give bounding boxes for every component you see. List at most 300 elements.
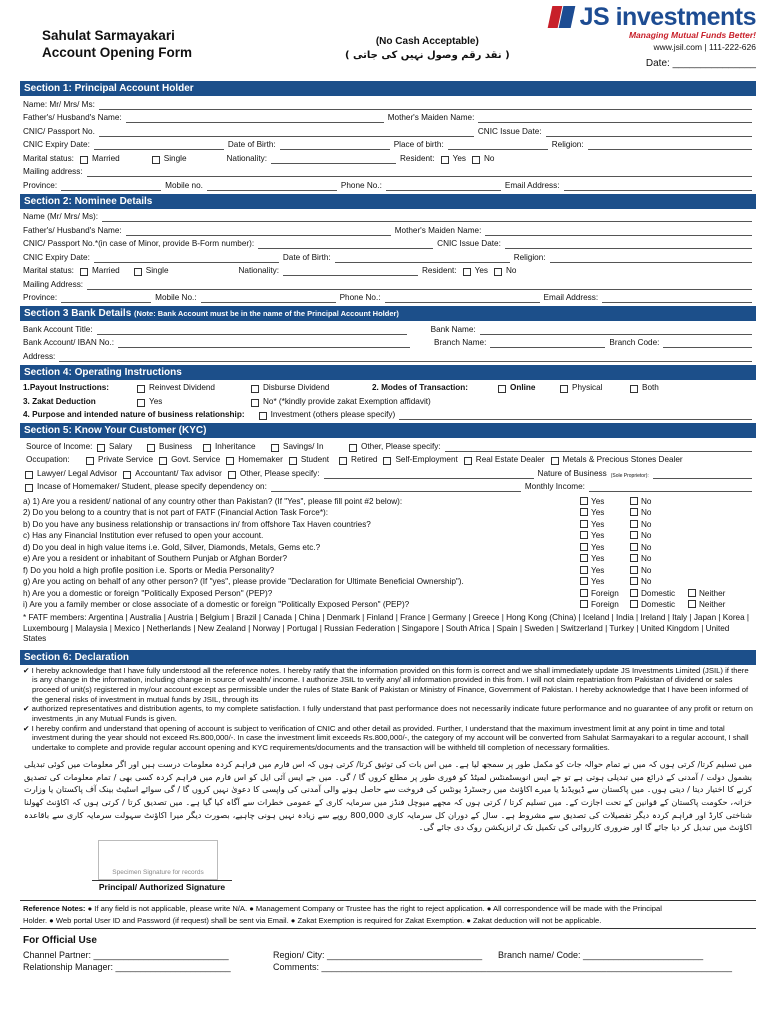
kyc-answer-option: [628, 577, 686, 587]
s3-address-field[interactable]: [59, 353, 752, 362]
s1-father-field[interactable]: [126, 114, 384, 123]
s1-resident-label: Resident:: [400, 153, 435, 163]
brand-name: JS investments: [579, 3, 756, 31]
s1-province-field[interactable]: [61, 182, 161, 191]
kyc-answer-option: [686, 589, 756, 599]
s4-online-label: Online: [510, 383, 536, 393]
kyc-answer-checkbox[interactable]: [630, 566, 638, 574]
s1-province-label: Province:: [23, 180, 58, 190]
reference-notes: [20, 900, 756, 929]
declaration-urdu: میں تسلیم کرتا/ کرتی ہوں کہ میں نے تمام حوالہ جات کو مکمل طور پر سمجھ لیا ہے۔ میں اس بات کی توثیق کرتا/ کرتی ہوں کہ اس فارم میں فراہم کردہ معلومات درست ہیں اور اگر معلومات میں کوئی تبدیلی بشمول دولت / آمدنی کے ذرائع میں تبدیلی ہوتی ہے تو جے ایس انویسٹمنٹس لمیٹڈ کو فوری طور پر مطلع کروں گا / گی۔ میں جے ایس آئی ایل کو اس فارم میں فراہم کردہ کسی بھی / تمام معلومات کی تصدیق کرنے کا اختیار دیتا / دیتی ہوں۔ میں پاکستان سے ڈیویڈنڈ یا میرے اکاؤنٹ میں رجسٹرڈ یونٹس کی فروخت سے حاصل ہونے والی آمدنی کی واپسی کا دعویٰ نہیں کروں گا / گی سوائے اسٹیٹ بینک آف پاکستان یا وزارت خزانہ، حکومت پاکستان کے قوانین کے تحت اجازت کے۔ میں تسلیم کرتا / کرتی ہوں کہ مجھے میوچل فنڈز میں سرمایہ کاری کے عمومی خطرات سے آگاہ کیا گیا ہے۔ میں تصدیق کرتا / کرتی ہوں کہ اکاؤنٹ کھولنا شناختی کارڈ اور فراہم کردہ دیگر تفصیلات کی تصدیق سے مشروط ہے۔ سال کے دوران کل سرمایہ کاری 800,000 روپے سے زیادہ نہیں ہونی چاہیے، بصورت دیگر میرا اکاؤنٹ سہولت سرمایہ کاری سے باقاعدہ اکاؤنٹ میں تبدیل کر دیا جائے گا اور ضروری کارروائی کی تکمیل تک ٹرانزیکشن روک دی جائے گی۔: [24, 758, 752, 833]
kyc-answer-checkbox[interactable]: [630, 531, 638, 539]
section4-header: Section 4: Operating Instructions: [20, 365, 756, 380]
s3-branchcode-label: Branch Code:: [609, 338, 660, 348]
official-row2: [23, 961, 756, 973]
s1-phone-label: Phone No.:: [340, 180, 382, 190]
official-row1: [23, 949, 756, 961]
s1-cnic-field[interactable]: [99, 128, 474, 137]
s5-nature-field[interactable]: [653, 470, 752, 479]
s5-metals-label: Metals & Precious Stones Dealer: [562, 455, 683, 465]
kyc-answer-label: No: [641, 554, 652, 564]
s5-accountant-checkbox[interactable]: [123, 471, 131, 479]
s2-name-label: Name (Mr/ Mrs/ Ms):: [23, 212, 99, 222]
s3-title-field[interactable]: [97, 326, 407, 335]
kyc-answer-option: [578, 508, 628, 518]
official-rm[interactable]: Relationship Manager: _______________________: [23, 962, 231, 973]
s3-row-iban: [20, 335, 756, 349]
s5-homemaker-checkbox[interactable]: [226, 457, 234, 465]
s2-row-cnic: [20, 236, 756, 250]
s2-row-mailing: [20, 276, 756, 290]
s1-mother-field[interactable]: [478, 114, 752, 123]
kyc-answer-option: [578, 543, 628, 553]
s5-other-checkbox[interactable]: [349, 444, 357, 452]
kyc-question-text: f) Do you hold a high profile position i.e. Sports or Media Personality?: [23, 565, 275, 575]
s1-mailing-field[interactable]: [87, 168, 752, 177]
s1-email-label: Email Address:: [504, 180, 560, 190]
s2-row-expiry: [20, 249, 756, 263]
kyc-question-row: [20, 554, 756, 566]
signature-label: Principal/ Authorized Signature: [92, 880, 232, 892]
form-header: [20, 0, 756, 78]
s5-other-field[interactable]: [445, 443, 752, 452]
kyc-question-row: [20, 600, 756, 612]
s5-accountant-label: Accountant/ Tax advisor: [135, 468, 222, 478]
s2-mailing-label: Mailing Address:: [23, 279, 84, 289]
s4-zakat-no-label: No* (*kindly provide zakat Exemption affidavit): [263, 396, 431, 406]
s1-name-label: Name: Mr/ Mrs/ Ms:: [23, 99, 95, 109]
kyc-question-row: [20, 531, 756, 543]
kyc-answer-option: [578, 566, 628, 576]
kyc-answer-option: [628, 543, 686, 553]
s2-married-label: Married: [91, 266, 120, 276]
s1-marital-label: Marital status:: [23, 153, 74, 163]
s2-province-label: Province:: [23, 293, 58, 303]
kyc-question-text: e) Are you a resident or inhabitant of Southern Punjab or Afghan Border?: [23, 554, 287, 564]
s1-cnic-issue-field[interactable]: [546, 128, 752, 137]
s1-mobile-field[interactable]: [207, 182, 337, 191]
official-comments[interactable]: Comments: __________________________________________________________________________________: [273, 962, 732, 973]
kyc-answer-checkbox[interactable]: [580, 600, 588, 608]
s5-nature-small: (Sole Proprietor):: [610, 472, 649, 479]
s1-expiry-field[interactable]: [94, 141, 224, 150]
s2-resident-yes-checkbox[interactable]: [463, 268, 471, 276]
s1-father-label: Father's/ Husband's Name:: [23, 113, 122, 123]
s1-resident-no-checkbox[interactable]: [472, 156, 480, 164]
kyc-question-row: [20, 542, 756, 554]
s5-private-label: Private Service: [98, 455, 154, 465]
kyc-answer-checkbox[interactable]: [580, 577, 588, 585]
kyc-answer-checkbox[interactable]: [630, 543, 638, 551]
s2-dob-label: Date of Birth:: [282, 252, 331, 262]
kyc-question-text: d) Do you deal in high value items i.e. Gold, Silver, Diamonds, Metals, Gems etc.?: [23, 542, 321, 552]
brand-block: [526, 2, 756, 70]
kyc-question-row: [20, 588, 756, 600]
kyc-answer-label: Yes: [591, 542, 605, 552]
kyc-question-text: h) Are you a domestic or foreign "Politically Exposed Person" (PEP)?: [23, 588, 273, 598]
contact-info: www.jsil.com | 111-222-626: [653, 42, 756, 53]
s1-religion-label: Religion:: [551, 140, 584, 150]
section2-header: Section 2: Nominee Details: [20, 194, 756, 209]
s4-investment-field[interactable]: [399, 411, 752, 420]
s2-dob-field[interactable]: [335, 254, 510, 263]
kyc-answer-checkbox[interactable]: [630, 577, 638, 585]
kyc-question-text: b) Do you have any business relationship or transactions in/ from offshore Tax Haven countries?: [23, 519, 371, 529]
s4-investment-checkbox[interactable]: [259, 412, 267, 420]
kyc-answer-label: Neither: [699, 588, 726, 598]
s2-nationality-field[interactable]: [283, 267, 418, 276]
s2-father-field[interactable]: [126, 227, 391, 236]
kyc-answer-label: No: [641, 496, 652, 506]
s4-zakat-yes-checkbox[interactable]: [137, 399, 145, 407]
kyc-question-text: i) Are you a family member or close associate of a domestic or foreign "Politically Exposed Person" (PEP)?: [23, 600, 410, 610]
s5-retired-checkbox[interactable]: [339, 457, 347, 465]
kyc-answer-label: Domestic: [641, 588, 676, 598]
s5-other2-checkbox[interactable]: [228, 471, 236, 479]
kyc-answer-option: [578, 520, 628, 530]
s1-resident-no-label: No: [483, 153, 495, 163]
s5-self-checkbox[interactable]: [383, 457, 391, 465]
s5-savings-label: Savings/ In: [283, 441, 324, 451]
kyc-answer-option: [578, 589, 628, 599]
s4-zakat-no-checkbox[interactable]: [251, 399, 259, 407]
s4-both-label: Both: [642, 383, 659, 393]
s2-expiry-label: CNIC Expiry Date:: [23, 252, 90, 262]
s4-purpose-label: 4. Purpose and intended nature of business relationship:: [23, 410, 245, 420]
s4-reinvest-checkbox[interactable]: [137, 385, 145, 393]
s1-pob-field[interactable]: [448, 141, 548, 150]
s1-cnic-label: CNIC/ Passport No.: [23, 126, 95, 136]
kyc-answer-checkbox[interactable]: [630, 520, 638, 528]
s5-retired-label: Retired: [351, 455, 378, 465]
declaration-text: [20, 665, 756, 754]
kyc-answer-checkbox[interactable]: [580, 520, 588, 528]
s5-nature-label: Nature of Business: [537, 468, 607, 478]
s2-mother-field[interactable]: [485, 227, 752, 236]
s2-cnic-issue-field[interactable]: [505, 240, 752, 249]
kyc-answer-label: Foreign: [591, 588, 619, 598]
no-cash-notice: [345, 35, 510, 63]
s4-modes-label: 2. Modes of Transaction:: [372, 383, 468, 393]
s1-row-father: [20, 110, 756, 124]
s3-title-label: Bank Account Title:: [23, 324, 93, 334]
s5-student-checkbox[interactable]: [289, 457, 297, 465]
js-logo-icon: [550, 4, 576, 30]
s5-private-checkbox[interactable]: [86, 457, 94, 465]
kyc-answer-label: No: [641, 508, 652, 518]
kyc-answer-label: Yes: [591, 508, 605, 518]
s4-zakat-yes-label: Yes: [149, 396, 163, 406]
kyc-answer-option: [578, 577, 628, 587]
form-title: [42, 28, 192, 62]
s1-row-province: [20, 177, 756, 191]
kyc-answer-checkbox[interactable]: [630, 508, 638, 516]
s1-religion-field[interactable]: [588, 141, 752, 150]
kyc-answer-option: [686, 600, 756, 610]
kyc-answer-label: No: [641, 531, 652, 541]
s1-resident-yes-label: Yes: [452, 153, 466, 163]
kyc-answer-checkbox[interactable]: [580, 543, 588, 551]
s4-row-payout: [20, 380, 756, 394]
section6-header: Section 6: Declaration: [20, 650, 756, 665]
signature-caption: Specimen Signature for records: [112, 869, 204, 877]
s5-incase-checkbox[interactable]: [25, 484, 33, 492]
s2-cnic-issue-label: CNIC Issue Date:: [437, 239, 501, 249]
s4-both-checkbox[interactable]: [630, 385, 638, 393]
official-branch[interactable]: Branch name/ Code: ________________________: [498, 950, 704, 961]
s4-disburse-checkbox[interactable]: [251, 385, 259, 393]
kyc-question-text: 2) Do you belong to a country that is not part of FATF (Financial Action Task Force*):: [23, 508, 329, 518]
s1-row-name: [20, 96, 756, 110]
kyc-answer-option: [578, 554, 628, 564]
kyc-answer-checkbox[interactable]: [580, 508, 588, 516]
s2-father-label: Father's/ Husband's Name:: [23, 225, 122, 235]
s5-incase-label: Incase of Homemaker/ Student, please specify dependency on:: [37, 482, 267, 492]
no-cash-en: (No Cash Acceptable): [375, 36, 479, 47]
kyc-answer-label: Yes: [591, 554, 605, 564]
section3-header: [20, 306, 756, 321]
s1-row-cnic: [20, 123, 756, 137]
kyc-question-row: [20, 577, 756, 589]
kyc-answer-option: [628, 497, 686, 507]
s5-realestate-label: Real Estate Dealer: [475, 455, 545, 465]
s1-expiry-label: CNIC Expiry Date:: [23, 140, 90, 150]
kyc-question-text: c) Has any Financial Institution ever refused to open your account.: [23, 531, 264, 541]
s4-physical-checkbox[interactable]: [560, 385, 568, 393]
s3-iban-label: Bank Account/ IBAN No.:: [23, 338, 115, 348]
kyc-answer-label: Yes: [591, 531, 605, 541]
s2-email-label: Email Address:: [543, 293, 599, 303]
kyc-questions: [20, 496, 756, 611]
s5-govt-checkbox[interactable]: [159, 457, 167, 465]
s1-mobile-label: Mobile no.: [165, 180, 203, 190]
kyc-answer-option: [628, 554, 686, 564]
s4-disburse-label: Disburse Dividend: [263, 383, 330, 393]
s5-salary-checkbox[interactable]: [97, 444, 105, 452]
s1-single-checkbox[interactable]: [152, 156, 160, 164]
s2-religion-field[interactable]: [550, 254, 752, 263]
kyc-answer-checkbox[interactable]: [630, 554, 638, 562]
s5-business-checkbox[interactable]: [147, 444, 155, 452]
s5-metals-checkbox[interactable]: [551, 457, 559, 465]
signature-box[interactable]: [98, 840, 218, 880]
s1-email-field[interactable]: [564, 182, 753, 191]
kyc-answer-checkbox[interactable]: [630, 600, 638, 608]
s1-cnic-issue-label: CNIC Issue Date:: [477, 126, 542, 136]
s4-row-purpose: [20, 407, 756, 421]
s1-married-checkbox[interactable]: [80, 156, 88, 164]
section5-header: Section 5: Know Your Customer (KYC): [20, 423, 756, 438]
s5-source-label: Source of Income:: [26, 441, 93, 451]
s5-row-occupation: [20, 452, 756, 466]
title-line2: Account Opening Form: [42, 44, 192, 60]
s5-self-label: Self-Employment: [395, 455, 458, 465]
s5-monthly-field[interactable]: [589, 483, 752, 492]
kyc-answer-option: [578, 497, 628, 507]
s1-single-label: Single: [163, 153, 187, 163]
s1-nationality-label: Nationality:: [226, 153, 268, 163]
kyc-answer-label: Foreign: [591, 600, 619, 610]
s1-dob-field[interactable]: [280, 141, 390, 150]
official-region[interactable]: Region/ City: _______________________________: [273, 950, 483, 961]
kyc-answer-option: [578, 600, 628, 610]
kyc-answer-label: No: [641, 542, 652, 552]
s3-branchname-field[interactable]: [490, 339, 605, 348]
s2-province-field[interactable]: [61, 294, 151, 303]
s2-expiry-field[interactable]: [94, 254, 279, 263]
s5-savings-checkbox[interactable]: [271, 444, 279, 452]
official-title: For Official Use: [23, 935, 97, 947]
s2-married-checkbox[interactable]: [80, 268, 88, 276]
s2-email-field[interactable]: [602, 294, 752, 303]
s2-row-marital: [20, 263, 756, 277]
s3-branchname-label: Branch Name:: [434, 338, 487, 348]
date-field[interactable]: Date: _______________: [645, 58, 756, 70]
s5-student-label: Student: [300, 455, 330, 465]
declaration-p2: ✔ authorized representatives and distribution agents, to my complete satisfaction. I fully understand that past performance does not necessarily indicate future performance and no guarantee of any profit or return on investments ,in any Mutual Funds is given.: [23, 704, 753, 724]
s1-resident-yes-checkbox[interactable]: [441, 156, 449, 164]
kyc-answer-label: Neither: [699, 600, 726, 610]
s1-row-mailing: [20, 164, 756, 178]
s1-row-expiry: [20, 137, 756, 151]
s4-reinvest-label: Reinvest Dividend: [149, 383, 215, 393]
s2-name-field[interactable]: [102, 213, 752, 222]
s5-realestate-checkbox[interactable]: [464, 457, 472, 465]
kyc-question-text: a) 1) Are you a resident/ national of any country other than Pakistan? (If "Yes", please fill point #2 below):: [23, 496, 403, 506]
s3-row-address: [20, 348, 756, 362]
s2-resident-no-label: No: [505, 266, 517, 276]
kyc-question-text: g) Are you acting on behalf of any other person? (If "yes", please provide "Declaration for Ultimate Beneficial Ownership").: [23, 577, 464, 587]
kyc-answer-label: No: [641, 565, 652, 575]
kyc-answer-label: Yes: [591, 565, 605, 575]
s2-single-checkbox[interactable]: [134, 268, 142, 276]
kyc-answer-checkbox[interactable]: [580, 566, 588, 574]
kyc-answer-label: No: [641, 577, 652, 587]
s5-lawyer-label: Lawyer/ Legal Advisor: [37, 468, 118, 478]
kyc-answer-checkbox[interactable]: [688, 589, 696, 597]
s1-phone-field[interactable]: [386, 182, 501, 191]
s3-row-title: [20, 321, 756, 335]
kyc-answer-checkbox[interactable]: [630, 589, 638, 597]
s4-online-checkbox[interactable]: [498, 385, 506, 393]
kyc-answer-option: [578, 531, 628, 541]
kyc-question-row: [20, 496, 756, 508]
title-line1: Sahulat Sarmayakari: [42, 28, 175, 43]
s1-name-field[interactable]: [99, 101, 752, 110]
kyc-answer-label: Yes: [591, 519, 605, 529]
kyc-answer-label: Domestic: [641, 600, 676, 610]
s5-other2-label: Other, Please specify:: [239, 468, 320, 478]
no-cash-ur: ( نقد رقم وصول نہیں کی جاتی ): [345, 50, 510, 61]
s3-title: Section 3 Bank Details: [24, 308, 132, 319]
s5-row-incase: [20, 479, 756, 493]
kyc-answer-checkbox[interactable]: [580, 589, 588, 597]
s1-mother-label: Mother's Maiden Name:: [387, 113, 475, 123]
s4-investment-label: Investment (others please specify): [270, 410, 396, 420]
s5-inheritance-label: Inheritance: [215, 441, 256, 451]
s5-lawyer-checkbox[interactable]: [25, 471, 33, 479]
s4-physical-label: Physical: [572, 383, 603, 393]
s5-homemaker-label: Homemaker: [238, 455, 283, 465]
s2-mobile-field[interactable]: [201, 294, 336, 303]
s1-row-marital: [20, 150, 756, 164]
s2-phone-label: Phone No.:: [339, 293, 381, 303]
s2-resident-label: Resident:: [422, 266, 457, 276]
s5-row-lawyer: [20, 465, 756, 479]
s4-row-zakat: [20, 393, 756, 407]
kyc-answer-label: No: [641, 519, 652, 529]
tagline: Managing Mutual Funds Better!: [628, 30, 756, 40]
kyc-answer-checkbox[interactable]: [580, 497, 588, 505]
logo: [526, 2, 756, 32]
kyc-answer-checkbox[interactable]: [580, 531, 588, 539]
declaration-p3: ✔ I hereby confirm and understand that opening of account is subject to verification of CNIC and other detail as provided. Further, I understand that the maximum investment limit at any point in time and total investment during the year should not exceed Rs.800,000/-. In case the investment limit exceeds Rs.800,000/-, the category of my account will be converted from Sahulat Sarmayakari to a regular account, I shall undertake to complete and provide regular account opening and KYC requirements/documents and the transaction will be withheld till completion of necessary formalities.: [23, 723, 749, 753]
kyc-question-row: [20, 565, 756, 577]
s4-zakat-label: 3. Zakat Deduction: [23, 396, 96, 406]
s4-payout-label: 1.Payout Instructions:: [23, 383, 109, 393]
s5-occupation-label: Occupation:: [26, 455, 70, 465]
s2-cnic-field[interactable]: [258, 240, 433, 249]
s5-other2-field[interactable]: [324, 470, 534, 479]
s1-mailing-label: Mailing address:: [23, 167, 83, 177]
s1-married-label: Married: [91, 153, 120, 163]
s3-bankname-label: Bank Name:: [430, 324, 476, 334]
kyc-answer-option: [628, 589, 686, 599]
official-channel[interactable]: Channel Partner: ___________________________: [23, 950, 229, 961]
kyc-answer-option: [628, 600, 686, 610]
s2-resident-no-checkbox[interactable]: [494, 268, 502, 276]
refnotes-line2: Holder. ● Web portal User ID and Password (if request) shall be sent via Email. ● Zakat Exemption is required for Zakat Exemption. ● Zakat deduction will not be applicable.: [23, 915, 602, 925]
s3-branchcode-field[interactable]: [663, 339, 752, 348]
s2-mobile-label: Mobile No.:: [155, 293, 197, 303]
s5-inheritance-checkbox[interactable]: [203, 444, 211, 452]
kyc-answer-label: Yes: [591, 496, 605, 506]
official-use: [20, 935, 756, 973]
s2-single-label: Single: [145, 266, 169, 276]
s2-row-father: [20, 222, 756, 236]
kyc-answer-option: [628, 566, 686, 576]
s2-mailing-field[interactable]: [87, 281, 752, 290]
s2-mother-label: Mother's Maiden Name:: [394, 225, 482, 235]
s1-nationality-field[interactable]: [271, 155, 396, 164]
kyc-answer-checkbox[interactable]: [580, 554, 588, 562]
section1-header: Section 1: Principal Account Holder: [20, 81, 756, 96]
s5-row-source: [20, 438, 756, 452]
kyc-answer-checkbox[interactable]: [688, 600, 696, 608]
s2-phone-field[interactable]: [385, 294, 540, 303]
s5-business-label: Business: [159, 441, 193, 451]
s2-religion-label: Religion:: [513, 252, 546, 262]
s1-dob-label: Date of Birth:: [227, 140, 276, 150]
s3-address-label: Address:: [23, 351, 56, 361]
refnotes-line1: ● If any field is not applicable, please write N/A. ● Management Company or Trustee has the right to reject application. ● All correspondence will be made with the Principal: [87, 904, 662, 914]
s2-marital-label: Marital status:: [23, 266, 74, 276]
s3-bankname-field[interactable]: [480, 326, 752, 335]
s3-iban-field[interactable]: [118, 339, 410, 348]
kyc-answer-option: [628, 520, 686, 530]
s2-cnic-label: CNIC/ Passport No.*(in case of Minor, provide B-Form number):: [23, 239, 255, 249]
fatf-members: * FATF members: Argentina | Australia | Austria | Belgium | Brazil | Canada | China | Denmark | Finland | France | Germany | Greece | Hong Kong (China) | Iceland | India | Ireland | Italy | Japan | Korea | Luxembourg | Malaysia | Mexico | Netherlands | New Zealand | Norway | Portugal | Russian Federation | Singapore | South Africa | Spain | Sweden | Switzerland | Turkey | United Kingdom | United States: [23, 613, 750, 643]
s3-note: (Note: Bank Account must be in the name of the Principal Account Holder): [134, 309, 399, 318]
s1-pob-label: Place of birth:: [393, 140, 444, 150]
s5-incase-field[interactable]: [271, 483, 521, 492]
kyc-answer-label: Yes: [591, 577, 605, 587]
s2-resident-yes-label: Yes: [474, 266, 488, 276]
refnotes-label: Reference Notes:: [23, 904, 86, 914]
kyc-answer-checkbox[interactable]: [630, 497, 638, 505]
kyc-answer-option: [628, 531, 686, 541]
s5-govt-label: Govt. Service: [171, 455, 221, 465]
